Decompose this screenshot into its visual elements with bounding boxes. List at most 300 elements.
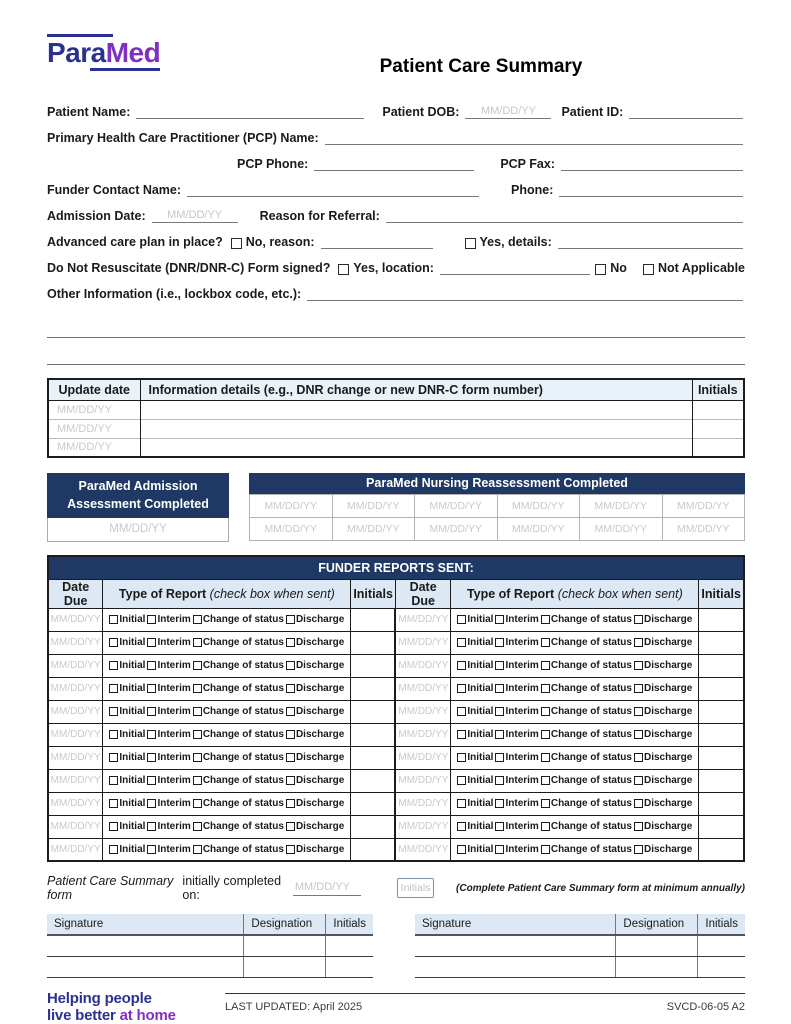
report-checkbox[interactable] <box>634 684 643 693</box>
funder-contact-row <box>47 172 745 198</box>
signature-cell[interactable] <box>47 935 244 956</box>
report-type-option: Change of status <box>193 821 284 832</box>
report-checkbox[interactable] <box>193 707 202 716</box>
report-type-option: Discharge <box>634 775 692 786</box>
pcp-name-row <box>47 120 745 146</box>
report-type-option: Change of status <box>193 752 284 763</box>
other-info-continuation-line[interactable] <box>47 338 745 365</box>
report-type-option: Initial <box>457 683 493 694</box>
brand-tagline <box>47 990 225 1024</box>
report-checkbox[interactable] <box>541 799 550 808</box>
signature-col-header: Signature <box>415 914 616 935</box>
report-checkbox[interactable] <box>286 753 295 762</box>
patient-dob-field[interactable] <box>465 103 551 119</box>
signature-cell[interactable] <box>326 935 373 956</box>
signature-cell[interactable] <box>244 935 326 956</box>
date-placeholder: MM/DD/YY <box>294 881 350 894</box>
information-details-header: Information details (e.g., DNR change or new DNR-C form number) <box>140 379 692 400</box>
dnr-na-label: Not Applicable <box>657 261 745 275</box>
dnr-question-label: Do Not Resuscitate (DNR/DNR-C) Form signed? <box>47 261 331 275</box>
report-checkbox[interactable] <box>193 638 202 647</box>
report-checkbox[interactable] <box>193 684 202 693</box>
reassessment-date-cell[interactable]: MM/DD/YY <box>415 494 498 517</box>
report-type-option: Discharge <box>634 729 692 740</box>
report-checkbox[interactable] <box>193 776 202 785</box>
report-type-option: Discharge <box>286 706 344 717</box>
admission-date-field[interactable] <box>152 207 238 223</box>
last-updated-text: LAST UPDATED: April 2025 <box>225 1000 363 1013</box>
report-checkbox[interactable] <box>457 684 466 693</box>
report-checkbox[interactable] <box>457 661 466 670</box>
report-checkbox[interactable] <box>109 776 118 785</box>
dnr-row <box>47 250 745 276</box>
date-due-cell[interactable]: MM/DD/YY <box>395 815 450 838</box>
date-due-cell[interactable]: MM/DD/YY <box>395 792 450 815</box>
reassessment-grid <box>249 494 745 541</box>
report-type-option: Discharge <box>286 844 344 855</box>
report-checkbox[interactable] <box>147 822 156 831</box>
patient-id-label: Patient ID: <box>561 105 624 119</box>
date-due-cell[interactable]: MM/DD/YY <box>395 631 450 654</box>
acp-yes-details-field[interactable] <box>558 233 743 249</box>
report-checkbox[interactable] <box>495 753 504 762</box>
tagline-line2-regular: live better <box>47 1007 120 1024</box>
report-type-option: Change of status <box>541 844 632 855</box>
signature-cell[interactable] <box>326 956 373 977</box>
date-due-cell[interactable]: MM/DD/YY <box>48 677 103 700</box>
initials-cell[interactable] <box>699 815 744 838</box>
date-due-cell[interactable]: MM/DD/YY <box>48 608 103 631</box>
initials-cell[interactable] <box>351 815 396 838</box>
update-details-cell[interactable] <box>140 400 692 419</box>
report-type-option: Change of status <box>541 683 632 694</box>
report-checkbox[interactable] <box>109 730 118 739</box>
signature-row <box>415 956 745 977</box>
update-date-cell[interactable]: MM/DD/YY <box>48 419 140 438</box>
report-type-option: Discharge <box>634 614 692 625</box>
report-type-option: Initial <box>457 614 493 625</box>
report-checkbox[interactable] <box>193 730 202 739</box>
acp-no-checkbox[interactable] <box>231 238 242 249</box>
report-type-cell <box>103 746 351 769</box>
report-checkbox[interactable] <box>634 845 643 854</box>
tagline-line2 <box>47 1007 225 1024</box>
report-type-option: Discharge <box>286 683 344 694</box>
advanced-care-plan-row <box>47 224 745 250</box>
report-checkbox[interactable] <box>457 753 466 762</box>
initials-cell[interactable] <box>351 677 396 700</box>
report-checkbox[interactable] <box>193 845 202 854</box>
report-type-cell <box>103 654 351 677</box>
report-type-option: Discharge <box>634 683 692 694</box>
report-checkbox[interactable] <box>457 638 466 647</box>
page-title: Patient Care Summary <box>379 56 583 77</box>
date-due-cell[interactable]: MM/DD/YY <box>395 723 450 746</box>
report-checkbox[interactable] <box>109 822 118 831</box>
update-table-body <box>48 400 744 457</box>
date-due-cell[interactable]: MM/DD/YY <box>48 769 103 792</box>
report-checkbox[interactable] <box>634 822 643 831</box>
signature-row <box>415 935 745 956</box>
report-checkbox[interactable] <box>495 822 504 831</box>
patient-name-field[interactable] <box>136 103 364 119</box>
report-checkbox[interactable] <box>457 615 466 624</box>
funder-title-row <box>48 556 744 579</box>
report-checkbox[interactable] <box>541 822 550 831</box>
report-checkbox[interactable] <box>495 845 504 854</box>
initials-cell[interactable] <box>351 723 396 746</box>
update-date-cell[interactable]: MM/DD/YY <box>48 400 140 419</box>
footer-meta <box>225 993 745 1024</box>
report-checkbox[interactable] <box>286 684 295 693</box>
report-checkbox[interactable] <box>541 684 550 693</box>
pcp-fax-field[interactable] <box>561 155 743 171</box>
reassessment-date-cell[interactable]: MM/DD/YY <box>415 517 498 540</box>
patient-id-field[interactable] <box>629 103 743 119</box>
report-checkbox[interactable] <box>286 845 295 854</box>
report-checkbox[interactable] <box>286 776 295 785</box>
report-checkbox[interactable] <box>457 776 466 785</box>
report-type-cell <box>451 631 699 654</box>
signature-row <box>47 956 373 977</box>
report-checkbox[interactable] <box>541 753 550 762</box>
report-checkbox[interactable] <box>286 615 295 624</box>
logo-text <box>47 38 160 67</box>
report-type-option: Interim <box>147 775 190 786</box>
report-checkbox[interactable] <box>495 661 504 670</box>
funder-report-row <box>48 677 744 700</box>
pcp-name-label: Primary Health Care Practitioner (PCP) Name: <box>47 131 319 145</box>
report-type-option: Initial <box>109 752 145 763</box>
initials-cell[interactable] <box>351 631 396 654</box>
report-type-option: Initial <box>457 775 493 786</box>
report-checkbox[interactable] <box>147 661 156 670</box>
report-checkbox[interactable] <box>495 615 504 624</box>
initials-cell[interactable] <box>351 700 396 723</box>
date-due-cell[interactable]: MM/DD/YY <box>48 815 103 838</box>
initials-cell[interactable] <box>699 700 744 723</box>
update-table <box>47 378 745 458</box>
report-type-option: Interim <box>147 844 190 855</box>
report-type-cell <box>451 838 699 861</box>
report-type-header <box>103 579 351 608</box>
report-checkbox[interactable] <box>495 707 504 716</box>
initials-cell[interactable] <box>699 631 744 654</box>
report-checkbox[interactable] <box>147 684 156 693</box>
signature-col-header: Initials <box>326 914 373 935</box>
patient-dob-label: Patient DOB: <box>382 105 460 119</box>
date-due-cell[interactable]: MM/DD/YY <box>395 654 450 677</box>
initials-cell[interactable] <box>699 769 744 792</box>
report-type-cell <box>103 608 351 631</box>
completion-initials-box[interactable]: Initials <box>397 878 434 898</box>
report-type-cell <box>451 746 699 769</box>
report-type-option: Discharge <box>286 798 344 809</box>
funder-contact-field[interactable] <box>187 181 479 197</box>
date-due-cell[interactable]: MM/DD/YY <box>48 792 103 815</box>
report-type-option: Initial <box>457 729 493 740</box>
report-type-option: Change of status <box>541 614 632 625</box>
funder-report-row <box>48 769 744 792</box>
signature-cell[interactable] <box>244 956 326 977</box>
update-date-cell[interactable]: MM/DD/YY <box>48 438 140 457</box>
report-checkbox[interactable] <box>109 638 118 647</box>
report-checkbox[interactable] <box>634 730 643 739</box>
reassessment-date-cell[interactable]: MM/DD/YY <box>663 494 746 517</box>
date-due-header: Date Due <box>395 579 450 608</box>
report-checkbox[interactable] <box>541 707 550 716</box>
report-checkbox[interactable] <box>634 661 643 670</box>
initials-cell[interactable] <box>699 746 744 769</box>
report-type-option: Discharge <box>286 637 344 648</box>
initials-cell[interactable] <box>699 677 744 700</box>
signature-cell[interactable] <box>698 935 745 956</box>
assessment-section <box>47 473 745 542</box>
report-type-option: Interim <box>147 637 190 648</box>
report-type-cell <box>451 723 699 746</box>
report-checkbox[interactable] <box>634 707 643 716</box>
date-due-header: Date Due <box>48 579 103 608</box>
initials-cell[interactable] <box>699 608 744 631</box>
initials-cell[interactable] <box>351 769 396 792</box>
nursing-reassessment-title: ParaMed Nursing Reassessment Completed <box>249 473 745 494</box>
initials-cell[interactable] <box>699 792 744 815</box>
report-checkbox[interactable] <box>541 730 550 739</box>
report-type-header <box>451 579 699 608</box>
reassessment-date-cell[interactable]: MM/DD/YY <box>333 517 416 540</box>
report-checkbox[interactable] <box>495 684 504 693</box>
report-type-cell <box>103 700 351 723</box>
report-checkbox[interactable] <box>634 638 643 647</box>
pcp-phone-field[interactable] <box>314 155 474 171</box>
report-checkbox[interactable] <box>147 615 156 624</box>
initials-cell[interactable] <box>351 608 396 631</box>
report-type-option: Change of status <box>541 821 632 832</box>
funder-reports-table <box>47 555 745 862</box>
reassessment-date-cell[interactable]: MM/DD/YY <box>250 494 333 517</box>
dnr-na-checkbox[interactable] <box>643 264 654 275</box>
update-table-row <box>48 419 744 438</box>
date-due-cell[interactable]: MM/DD/YY <box>48 838 103 861</box>
date-due-cell[interactable]: MM/DD/YY <box>48 700 103 723</box>
update-table-row <box>48 438 744 457</box>
report-checkbox[interactable] <box>457 730 466 739</box>
initials-cell[interactable] <box>351 792 396 815</box>
report-type-option: Change of status <box>193 637 284 648</box>
report-checkbox[interactable] <box>109 845 118 854</box>
report-checkbox[interactable] <box>286 799 295 808</box>
date-due-cell[interactable]: MM/DD/YY <box>395 700 450 723</box>
report-type-option: Interim <box>147 729 190 740</box>
dnr-no-checkbox[interactable] <box>595 264 606 275</box>
pcp-name-field[interactable] <box>325 129 743 145</box>
update-details-cell[interactable] <box>140 419 692 438</box>
funder-report-row <box>48 815 744 838</box>
report-checkbox[interactable] <box>147 845 156 854</box>
report-type-note: (check box when sent) <box>557 586 683 601</box>
report-checkbox[interactable] <box>286 730 295 739</box>
date-due-cell[interactable]: MM/DD/YY <box>48 631 103 654</box>
report-checkbox[interactable] <box>286 661 295 670</box>
funder-report-row <box>48 654 744 677</box>
report-checkbox[interactable] <box>541 661 550 670</box>
funder-phone-label: Phone: <box>511 183 554 197</box>
report-type-option: Change of status <box>193 775 284 786</box>
date-due-cell[interactable]: MM/DD/YY <box>395 769 450 792</box>
report-checkbox[interactable] <box>147 799 156 808</box>
report-type-option: Initial <box>109 614 145 625</box>
reassessment-date-cell[interactable]: MM/DD/YY <box>580 494 663 517</box>
report-checkbox[interactable] <box>457 799 466 808</box>
report-checkbox[interactable] <box>193 753 202 762</box>
report-checkbox[interactable] <box>495 638 504 647</box>
reassessment-date-cell[interactable]: MM/DD/YY <box>250 517 333 540</box>
report-checkbox[interactable] <box>541 638 550 647</box>
report-checkbox[interactable] <box>457 822 466 831</box>
reassessment-date-cell[interactable]: MM/DD/YY <box>333 494 416 517</box>
update-initials-cell[interactable] <box>692 400 744 419</box>
other-info-continuation-line[interactable] <box>47 317 745 338</box>
report-checkbox[interactable] <box>109 661 118 670</box>
report-checkbox[interactable] <box>147 776 156 785</box>
report-type-option: Change of status <box>193 706 284 717</box>
report-type-option: Change of status <box>193 844 284 855</box>
report-checkbox[interactable] <box>147 730 156 739</box>
report-checkbox[interactable] <box>541 776 550 785</box>
report-type-option: Interim <box>495 798 538 809</box>
date-due-cell[interactable]: MM/DD/YY <box>395 677 450 700</box>
initials-cell[interactable] <box>699 654 744 677</box>
report-type-option: Initial <box>457 660 493 671</box>
report-type-option: Change of status <box>193 660 284 671</box>
update-initials-cell[interactable] <box>692 419 744 438</box>
acp-yes-checkbox[interactable] <box>465 238 476 249</box>
reassessment-date-cell[interactable]: MM/DD/YY <box>663 517 746 540</box>
pcp-fax-label: PCP Fax: <box>500 157 555 171</box>
signature-cell[interactable] <box>415 935 616 956</box>
other-info-row <box>47 276 745 302</box>
reassessment-date-cell[interactable]: MM/DD/YY <box>498 494 581 517</box>
report-checkbox[interactable] <box>109 753 118 762</box>
report-checkbox[interactable] <box>109 707 118 716</box>
acp-question-label: Advanced care plan in place? <box>47 235 223 249</box>
signature-cell[interactable] <box>698 956 745 977</box>
signature-header-row <box>47 914 373 935</box>
report-type-option: Interim <box>495 660 538 671</box>
report-checkbox[interactable] <box>286 707 295 716</box>
initials-cell[interactable] <box>699 723 744 746</box>
initials-cell[interactable] <box>351 838 396 861</box>
report-checkbox[interactable] <box>147 638 156 647</box>
report-checkbox[interactable] <box>457 845 466 854</box>
signature-cell[interactable] <box>47 956 244 977</box>
report-checkbox[interactable] <box>634 799 643 808</box>
report-checkbox[interactable] <box>286 822 295 831</box>
date-due-cell[interactable]: MM/DD/YY <box>48 723 103 746</box>
referral-reason-field[interactable] <box>386 207 743 223</box>
logo-bottom-line <box>90 68 160 71</box>
reassessment-date-cell[interactable]: MM/DD/YY <box>498 517 581 540</box>
report-checkbox[interactable] <box>634 753 643 762</box>
date-due-cell[interactable]: MM/DD/YY <box>395 838 450 861</box>
date-due-cell[interactable]: MM/DD/YY <box>395 746 450 769</box>
report-checkbox[interactable] <box>147 707 156 716</box>
report-checkbox[interactable] <box>286 638 295 647</box>
initials-cell[interactable] <box>351 654 396 677</box>
acp-no-reason-field[interactable] <box>321 233 433 249</box>
report-type-cell <box>451 792 699 815</box>
referral-reason-label: Reason for Referral: <box>259 209 380 223</box>
initials-cell[interactable] <box>351 746 396 769</box>
update-details-cell[interactable] <box>140 438 692 457</box>
reassessment-date-cell[interactable]: MM/DD/YY <box>580 517 663 540</box>
date-due-cell[interactable]: MM/DD/YY <box>48 746 103 769</box>
signature-cell[interactable] <box>616 935 698 956</box>
date-due-cell[interactable]: MM/DD/YY <box>395 608 450 631</box>
completion-italic-text: Patient Care Summary form <box>47 874 174 903</box>
report-checkbox[interactable] <box>495 730 504 739</box>
report-type-option: Initial <box>109 844 145 855</box>
completion-regular-text: initially completed on: <box>182 874 282 903</box>
report-type-cell <box>103 677 351 700</box>
report-checkbox[interactable] <box>147 753 156 762</box>
report-checkbox[interactable] <box>495 776 504 785</box>
completion-date-field[interactable] <box>293 879 361 896</box>
funder-phone-field[interactable] <box>559 181 743 197</box>
signature-table <box>415 914 745 978</box>
report-type-option: Initial <box>457 706 493 717</box>
admission-date-cell[interactable]: MM/DD/YY <box>47 518 229 542</box>
report-type-option: Change of status <box>541 752 632 763</box>
report-checkbox[interactable] <box>193 661 202 670</box>
funder-report-row <box>48 700 744 723</box>
report-type-option: Interim <box>495 614 538 625</box>
other-info-field[interactable] <box>307 285 743 301</box>
report-type-cell <box>451 769 699 792</box>
dnr-location-field[interactable] <box>440 259 590 275</box>
report-checkbox[interactable] <box>495 799 504 808</box>
funder-contact-label: Funder Contact Name: <box>47 183 182 197</box>
report-checkbox[interactable] <box>634 776 643 785</box>
pcp-phone-label: PCP Phone: <box>237 157 309 171</box>
report-type-option: Interim <box>495 775 538 786</box>
date-due-cell[interactable]: MM/DD/YY <box>48 654 103 677</box>
report-type-cell <box>103 838 351 861</box>
signature-cell[interactable] <box>415 956 616 977</box>
report-type-option: Change of status <box>541 775 632 786</box>
report-checkbox[interactable] <box>193 799 202 808</box>
signature-cell[interactable] <box>616 956 698 977</box>
report-checkbox[interactable] <box>193 822 202 831</box>
report-type-option: Change of status <box>541 729 632 740</box>
update-table-header-row <box>48 379 744 400</box>
report-checkbox[interactable] <box>193 615 202 624</box>
report-checkbox[interactable] <box>457 707 466 716</box>
report-checkbox[interactable] <box>634 615 643 624</box>
report-checkbox[interactable] <box>109 615 118 624</box>
report-type-option: Discharge <box>286 821 344 832</box>
funder-subheader-row <box>48 579 744 608</box>
report-checkbox[interactable] <box>109 799 118 808</box>
report-checkbox[interactable] <box>541 845 550 854</box>
update-initials-cell[interactable] <box>692 438 744 457</box>
report-type-option: Interim <box>147 798 190 809</box>
report-checkbox[interactable] <box>541 615 550 624</box>
report-type-option: Interim <box>495 844 538 855</box>
dnr-yes-checkbox[interactable] <box>338 264 349 275</box>
initials-cell[interactable] <box>699 838 744 861</box>
report-checkbox[interactable] <box>109 684 118 693</box>
